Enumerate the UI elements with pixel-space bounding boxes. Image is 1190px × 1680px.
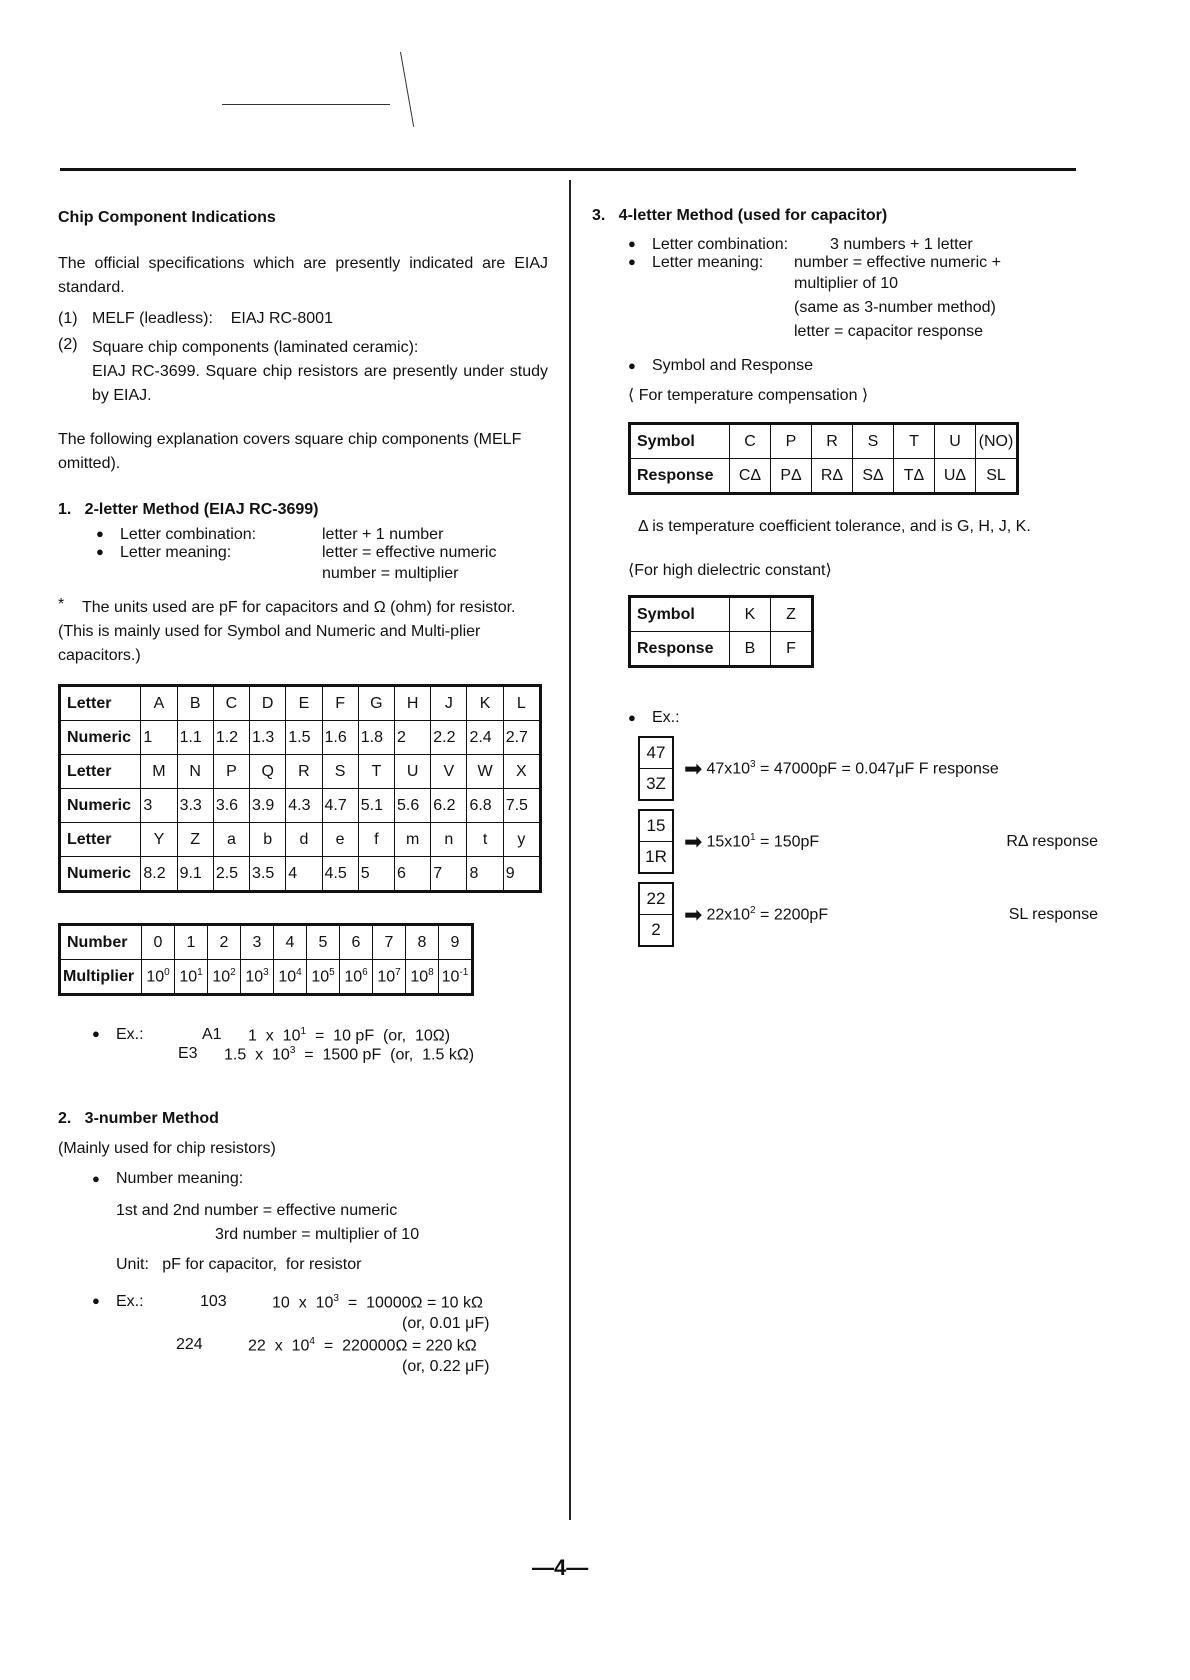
table-cell: TΔ <box>894 459 935 494</box>
table-row <box>60 857 541 892</box>
table-cell: E <box>286 686 322 721</box>
table-cell: T <box>894 424 935 459</box>
table-cell: 3 <box>141 789 177 823</box>
table-cell: 6.2 <box>431 789 467 823</box>
table-cell: 2.2 <box>431 721 467 755</box>
s2-sub: (Mainly used for chip resistors) <box>58 1139 276 1157</box>
table-cell: $10^8$ <box>406 960 439 995</box>
table-cell: m <box>394 823 430 857</box>
table-cell: 1 <box>141 721 177 755</box>
table-cell: d <box>286 823 322 857</box>
table-cell: T <box>358 755 394 789</box>
table-cell: 3.5 <box>250 857 286 892</box>
top-rule <box>60 168 1076 171</box>
high-heading: ⟨For high dielectric constant⟩ <box>628 562 832 579</box>
table-cell: 1.2 <box>213 721 249 755</box>
table-cell: S <box>853 424 894 459</box>
table-cell: 3.6 <box>213 789 249 823</box>
code-bottom: 1R <box>645 847 667 866</box>
table-cell: D <box>250 686 286 721</box>
table-cell: e <box>322 823 358 857</box>
table-cell: R <box>286 755 322 789</box>
table-cell: U <box>394 755 430 789</box>
table-cell: X <box>503 755 540 789</box>
table-cell: B <box>730 632 771 667</box>
table-cell: y <box>503 823 540 857</box>
code-box <box>638 736 674 801</box>
table-cell: 8 <box>467 857 503 892</box>
page-number: —4— <box>532 1555 589 1580</box>
row-header: Multiplier <box>60 960 142 995</box>
code-bottom: 2 <box>651 920 661 939</box>
table-cell: 5.1 <box>358 789 394 823</box>
table-cell: 4.5 <box>322 857 358 892</box>
table-cell: 3 <box>241 925 274 960</box>
temperature-table <box>628 422 1019 495</box>
table-cell: G <box>358 686 394 721</box>
header-mark-line <box>222 104 390 105</box>
table-cell: P <box>771 424 812 459</box>
table-cell: 1.5 <box>286 721 322 755</box>
row-header: Letter <box>60 755 141 789</box>
s1-meaning: ● Letter meaning: letter = effective numeric <box>96 544 548 562</box>
table-cell: F <box>771 632 813 667</box>
table-row <box>60 789 541 823</box>
table-cell: 2 <box>208 925 241 960</box>
table-cell: C <box>730 424 771 459</box>
table-row <box>630 459 1018 494</box>
s2-heading: 2. 3-number Method <box>58 1109 219 1127</box>
table-cell: 1.1 <box>177 721 213 755</box>
table-cell: $10^3$ <box>241 960 274 995</box>
table-cell: 1.3 <box>250 721 286 755</box>
example-row <box>638 736 1098 801</box>
table-cell: Z <box>771 597 813 632</box>
table-cell: $10^2$ <box>208 960 241 995</box>
table-cell: C <box>213 686 249 721</box>
table-cell: 7 <box>373 925 406 960</box>
table-cell: UΔ <box>935 459 976 494</box>
s1-combo: ● Letter combination: letter + 1 number <box>96 526 548 544</box>
explanation-text: The following explanation covers square chip components (MELF omitted). <box>58 431 522 472</box>
table-row <box>60 823 541 857</box>
table-cell: f <box>358 823 394 857</box>
table-cell: L <box>503 686 540 721</box>
high-dielectric-table <box>628 595 814 668</box>
table-cell: B <box>177 686 213 721</box>
table-cell: 5 <box>358 857 394 892</box>
table-cell: 9 <box>439 925 473 960</box>
table-cell: 2.5 <box>213 857 249 892</box>
table-cell: 8 <box>406 925 439 960</box>
table-row <box>630 597 813 632</box>
s3-bullets: ● Letter combination: 3 numbers + 1 letter ● Letter meaning: number = effective numeric + multiplier of 10 (same as 3-number method) letter = capacitor response ● Symbol and Response <box>628 236 1112 378</box>
s1-heading: 1. 2-letter Method (EIAJ RC-3699) <box>58 501 319 518</box>
table-cell: SΔ <box>853 459 894 494</box>
table-cell: $10^5$ <box>307 960 340 995</box>
table-cell: 8.2 <box>141 857 177 892</box>
table-cell: 2.7 <box>503 721 540 755</box>
s3-ex-label: ● Ex.: <box>628 706 1112 730</box>
table-cell: 2.4 <box>467 721 503 755</box>
intro-text: The official specifications which are presently indicated are EIAJ standard. <box>58 255 548 296</box>
table-cell: 6 <box>394 857 430 892</box>
section-title: Chip Component Indications <box>58 209 276 226</box>
s1-bullets <box>96 526 548 586</box>
code-top: 47 <box>640 738 672 769</box>
table-cell: M <box>141 755 177 789</box>
s1-note: * The units used are pF for capacitors and Ω (ohm) for resistor. <box>58 596 516 616</box>
code-top: 22 <box>640 884 672 915</box>
table-cell: 7.5 <box>503 789 540 823</box>
s2-body: ● Number meaning: 1st and 2nd number = effective numeric 3rd number = multiplier of 10 Unit: pF for capacitor, for resistor ● Ex.: 103 10 x $10^3 = 10000\Omega = 10$ kΩ (or, 0.01 μF) 224 22 x $10^4 = 220000\Omega = 220$ kΩ (or, 0.22 μF) <box>92 1167 548 1380</box>
example-row <box>638 809 1098 874</box>
table-cell: W <box>467 755 503 789</box>
table-row <box>60 686 541 721</box>
arrow-right-icon: ➡ <box>684 755 703 781</box>
row-header: Response <box>630 632 730 667</box>
row-header: Numeric <box>60 789 141 823</box>
table-cell: 9 <box>503 857 540 892</box>
table-cell: b <box>250 823 286 857</box>
example-response: SL response <box>1008 905 1098 923</box>
table-cell: $10^0$ <box>142 960 175 995</box>
delta-note: Δ is temperature coefficient tolerance, and is G, H, J, K. <box>638 518 1031 535</box>
row-header: Letter <box>60 823 141 857</box>
code-bottom: 3Z <box>646 774 666 793</box>
table-cell: 4.3 <box>286 789 322 823</box>
row-header: Symbol <box>630 424 730 459</box>
table-cell: 7 <box>431 857 467 892</box>
table-cell: (NO) <box>976 424 1018 459</box>
table-row <box>60 755 541 789</box>
column-divider <box>569 180 571 1520</box>
table-cell: H <box>394 686 430 721</box>
arrow-right-icon: ➡ <box>684 901 703 927</box>
table-cell: 4 <box>286 857 322 892</box>
table-cell: 6.8 <box>467 789 503 823</box>
table-cell: 4.7 <box>322 789 358 823</box>
table-cell: P <box>213 755 249 789</box>
example-formula: $22x10^2 = 2200pF$ <box>706 904 829 924</box>
example-formula: $47x10^3 = 47000pF = 0.047\mu F$ F response <box>706 758 999 778</box>
table-cell: PΔ <box>771 459 812 494</box>
temp-heading: ⟨ For temperature compensation ⟩ <box>628 387 869 404</box>
table-cell: RΔ <box>812 459 853 494</box>
table-cell: 5 <box>307 925 340 960</box>
table-cell: 1.8 <box>358 721 394 755</box>
table-cell: 9.1 <box>177 857 213 892</box>
table-cell: 3.9 <box>250 789 286 823</box>
s3-examples <box>638 736 1112 947</box>
number-multiplier-table <box>58 923 474 996</box>
left-column <box>58 206 548 1379</box>
table-cell: F <box>322 686 358 721</box>
table-row <box>60 721 541 755</box>
table-cell: V <box>431 755 467 789</box>
list-item-1: (1) MELF (leadless): EIAJ RC-8001 <box>58 310 333 327</box>
table-cell: 3.3 <box>177 789 213 823</box>
table-cell: K <box>467 686 503 721</box>
table-cell: n <box>431 823 467 857</box>
table-cell: 2 <box>394 721 430 755</box>
letter-numeric-table <box>58 684 542 893</box>
code-box <box>638 882 674 947</box>
code-box <box>638 809 674 874</box>
table-cell: R <box>812 424 853 459</box>
example-row <box>638 882 1098 947</box>
table-row <box>60 925 473 960</box>
table-cell: $10^{-1}$ <box>439 960 473 995</box>
table-cell: 0 <box>142 925 175 960</box>
row-header: Numeric <box>60 857 141 892</box>
example-formula: $15x10^1 = 150pF$ <box>706 831 820 851</box>
table-cell: K <box>730 597 771 632</box>
table-row <box>630 632 813 667</box>
table-cell: 1 <box>175 925 208 960</box>
table-cell: $10^7$ <box>373 960 406 995</box>
arrow-right-icon: ➡ <box>684 828 703 854</box>
row-header: Number <box>60 925 142 960</box>
table-cell: $10^4$ <box>274 960 307 995</box>
table-cell: a <box>213 823 249 857</box>
table-cell: Q <box>250 755 286 789</box>
table-cell: N <box>177 755 213 789</box>
table-row <box>60 960 473 995</box>
table-cell: 1.6 <box>322 721 358 755</box>
s1-meaning-2: number = multiplier <box>322 565 459 582</box>
table-cell: J <box>431 686 467 721</box>
table-cell: $10^1$ <box>175 960 208 995</box>
table-cell: t <box>467 823 503 857</box>
table-cell: 4 <box>274 925 307 960</box>
list-item-2: (2) Square chip components (laminated ceramic): EIAJ RC-3699. Square chip resistors are presently under study by EIAJ. <box>58 336 548 404</box>
table-cell: CΔ <box>730 459 771 494</box>
right-column <box>592 204 1112 955</box>
row-header: Numeric <box>60 721 141 755</box>
row-header: Symbol <box>630 597 730 632</box>
table-cell: Y <box>141 823 177 857</box>
table-row <box>630 424 1018 459</box>
code-top: 15 <box>640 811 672 842</box>
row-header: Response <box>630 459 730 494</box>
table-cell: U <box>935 424 976 459</box>
row-header: Letter <box>60 686 141 721</box>
header-mark-slash <box>400 52 414 127</box>
table-cell: Z <box>177 823 213 857</box>
example-response: RΔ response <box>1006 832 1098 850</box>
table-cell: SL <box>976 459 1018 494</box>
table-cell: $10^6$ <box>340 960 373 995</box>
table-cell: 5.6 <box>394 789 430 823</box>
table-cell: A <box>141 686 177 721</box>
s1-note-2: (This is mainly used for Symbol and Numeric and Multi-plier capacitors.) <box>58 623 481 664</box>
table-cell: 6 <box>340 925 373 960</box>
s3-heading: 3. 4-letter Method (used for capacitor) <box>592 207 888 224</box>
table-cell: S <box>322 755 358 789</box>
s1-examples: ● Ex.: A1 1 x $10^1 = 10$ pF (or, 10Ω) E3 1.5 x $10^3 = 1500$ pF (or, 1.5 kΩ) <box>92 1026 548 1065</box>
